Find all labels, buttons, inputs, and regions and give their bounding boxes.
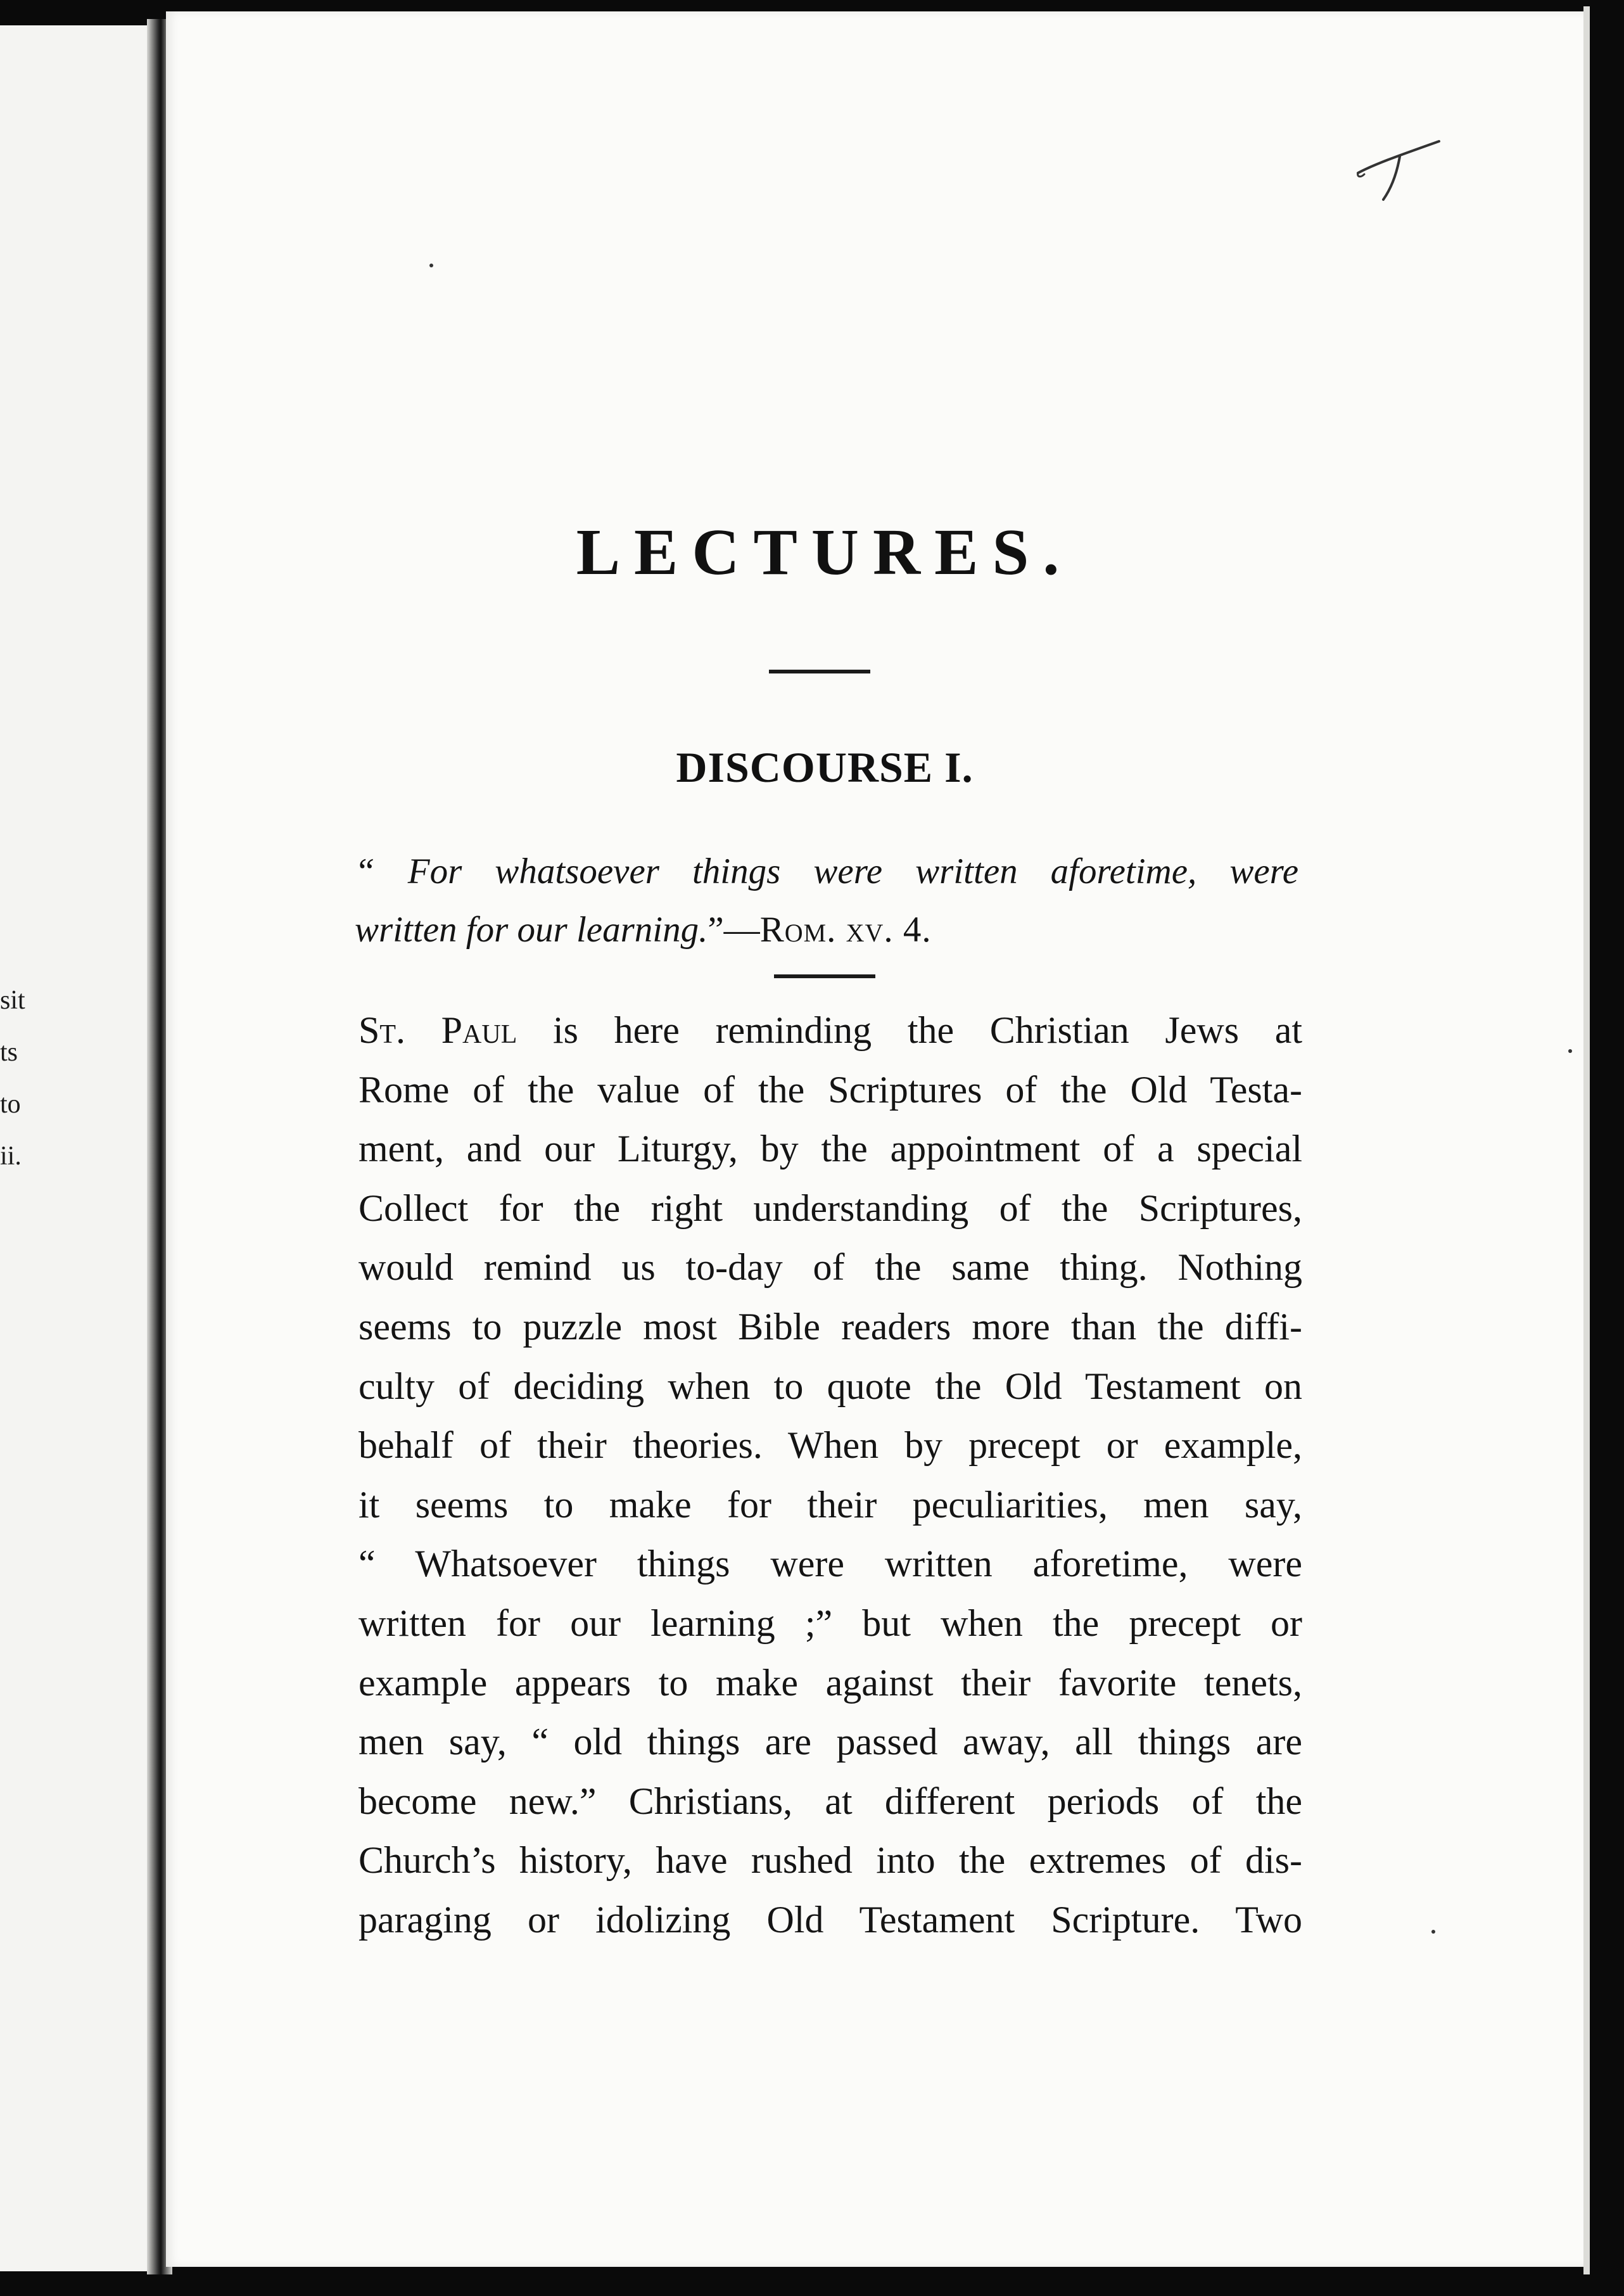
margin-fragment: sit: [0, 986, 25, 1015]
speck: [429, 264, 433, 267]
body-line: example appears to make against their favorite tenets,: [358, 1661, 1302, 1704]
epigraph-line: [355, 901, 1298, 959]
body-line: culty of deciding when to quote the Old Testament on: [358, 1365, 1302, 1407]
body-line: ment, and our Liturgy, by the appointment of a special: [358, 1128, 1302, 1170]
body-line: men say, “ old things are passed away, all things are: [358, 1721, 1302, 1763]
epigraph-reference: Rom. xv. 4.: [759, 910, 932, 950]
body-line: it seems to make for their peculiarities, men say,: [358, 1483, 1302, 1526]
body-line: Collect for the right understanding of the Scriptures,: [358, 1187, 1302, 1229]
left-page-edge: [0, 25, 160, 2271]
left-margin-fragments: [0, 974, 51, 1182]
body-line: would remind us to-day of the same thing. Nothing: [358, 1246, 1302, 1289]
epigraph-line: “ For whatsoever things were written aforetime, were: [355, 851, 1298, 891]
title-rule: [769, 670, 870, 673]
body-line: paraging or idolizing Old Testament Scripture. Two: [358, 1898, 1302, 1941]
body-line: “ Whatsoever things were written aforetime, were: [358, 1543, 1302, 1585]
discourse-heading: DISCOURSE I.: [676, 743, 974, 791]
body-line: Rome of the value of the Scriptures of the Old Testa-: [358, 1068, 1302, 1111]
body-line: written for our learning ;” but when the precept or: [358, 1602, 1302, 1644]
body-lead: St. Paul: [358, 1009, 517, 1051]
speck: [1431, 1930, 1435, 1934]
body-line: behalf of their theories. When by precept or example,: [358, 1424, 1302, 1467]
body-line: [358, 1001, 1302, 1061]
epigraph-quote-close: ”—: [707, 910, 760, 950]
page-title: LECTURES.: [576, 516, 1074, 589]
speck: [1568, 1049, 1572, 1053]
body-line-text: is here reminding the Christian Jews at: [553, 1009, 1303, 1051]
epigraph: [355, 843, 1298, 959]
margin-fragment: ts: [0, 1038, 18, 1067]
pencil-mark-icon: [1355, 136, 1444, 206]
epigraph-rule: [774, 974, 875, 978]
margin-fragment: ii.: [0, 1142, 22, 1171]
body-line: seems to puzzle most Bible readers more than the diffi-: [358, 1305, 1302, 1348]
body-text: [358, 1001, 1302, 1950]
right-page-edge: [1583, 6, 1590, 2274]
body-line: become new.” Christians, at different periods of the: [358, 1780, 1302, 1822]
epigraph-italic: written for our learning.: [355, 910, 708, 950]
margin-fragment: to: [0, 1090, 21, 1119]
body-line: Church’s history, have rushed into the extremes of dis-: [358, 1839, 1302, 1882]
